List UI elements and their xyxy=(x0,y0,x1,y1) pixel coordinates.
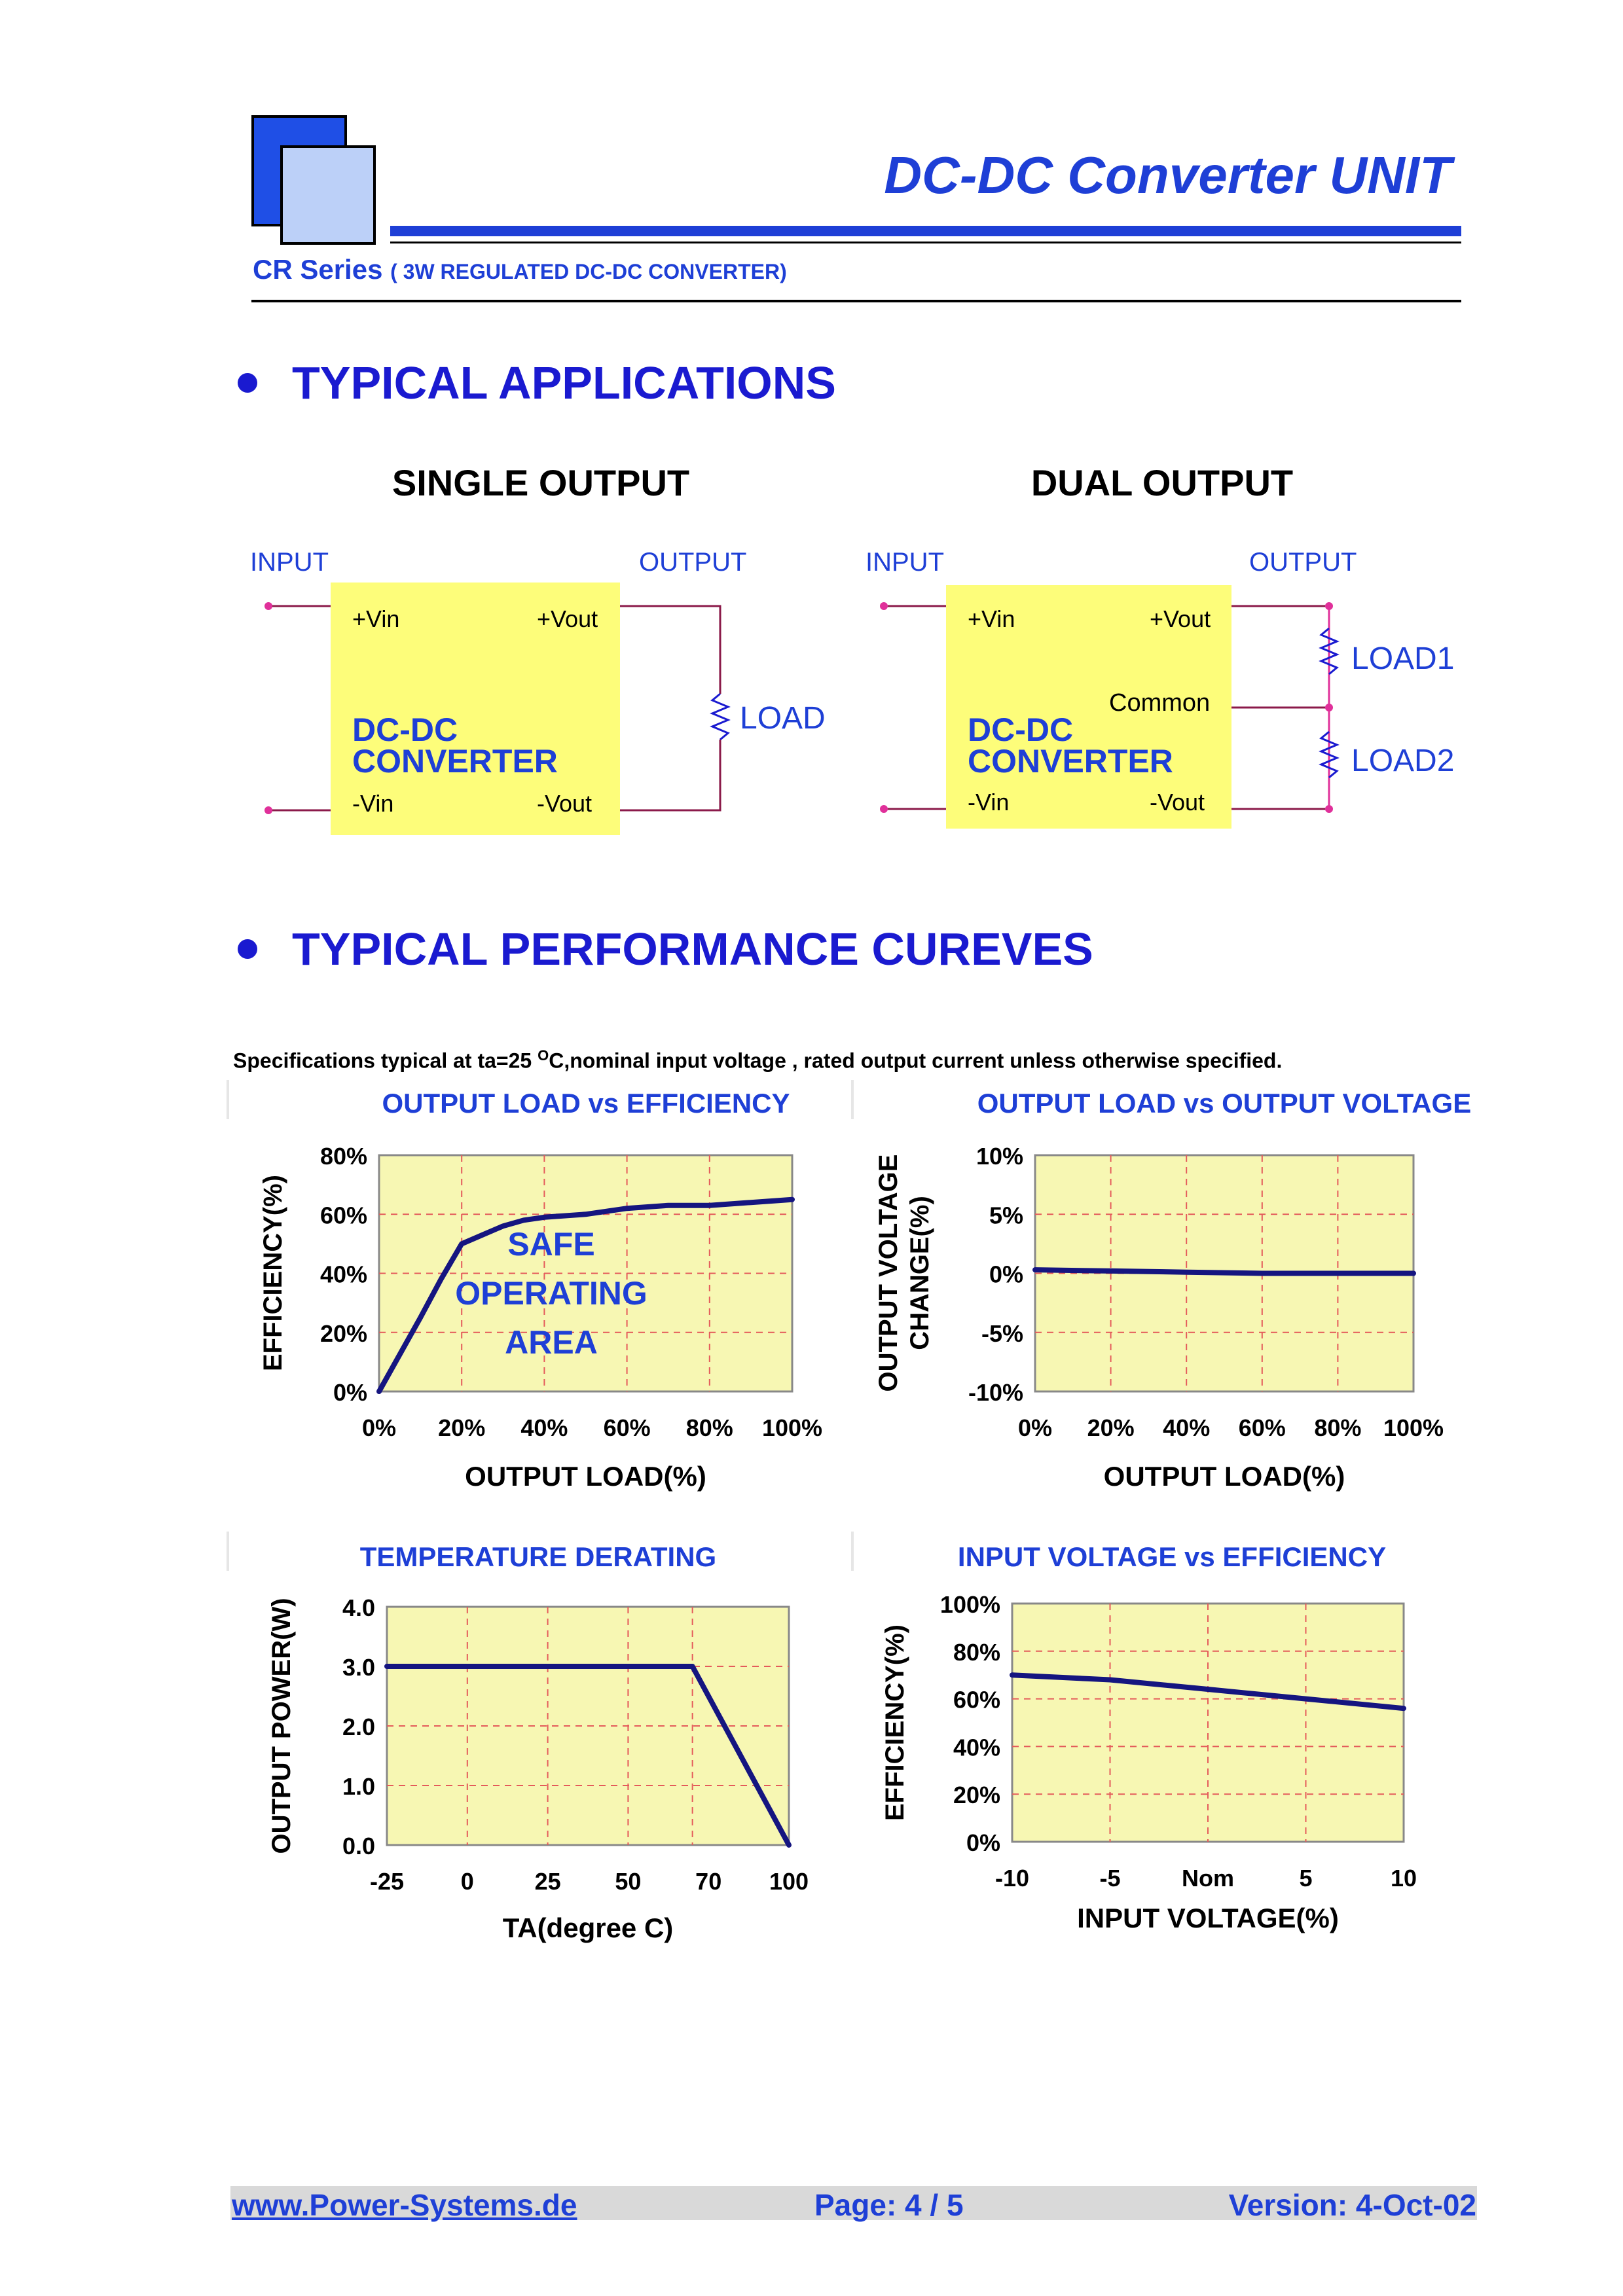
y-tick-label: 100% xyxy=(939,1591,1000,1618)
x-tick-label: 20% xyxy=(438,1414,486,1441)
y-tick-label: 20% xyxy=(319,1319,367,1347)
footer-page-number: Page: 4 / 5 xyxy=(814,2188,964,2222)
spec-degree: O xyxy=(538,1047,549,1064)
x-tick-label: 100 xyxy=(769,1868,809,1895)
dual-vin-neg-label: -Vin xyxy=(968,789,1010,816)
section-heading-performance: TYPICAL PERFORMANCE CUREVES xyxy=(292,924,1093,975)
y-tick-label: 40% xyxy=(319,1261,367,1288)
single-vin-pos-label: +Vin xyxy=(352,605,400,632)
x-tick-label: 40% xyxy=(1163,1414,1211,1441)
dual-converter-label-2: CONVERTER xyxy=(968,743,1173,780)
x-axis-label: INPUT VOLTAGE(%) xyxy=(1077,1903,1339,1933)
dual-output-label: OUTPUT xyxy=(1249,548,1357,577)
x-tick-label: 100% xyxy=(761,1414,823,1441)
chart-annotation: AREA xyxy=(505,1324,598,1361)
y-tick-label: 5% xyxy=(989,1202,1023,1229)
dual-common-label: Common xyxy=(1109,689,1211,717)
x-axis-label: OUTPUT LOAD(%) xyxy=(465,1461,706,1492)
x-tick-label: 0% xyxy=(361,1414,397,1441)
dual-vin-pos-label: +Vin xyxy=(968,605,1015,632)
single-vout-pos-label: +Vout xyxy=(537,605,598,632)
x-tick-label: 10 xyxy=(1390,1865,1417,1892)
chart-title: OUTPUT LOAD vs EFFICIENCY xyxy=(382,1088,790,1119)
y-tick-label: 0% xyxy=(989,1261,1023,1288)
y-tick-label: -5% xyxy=(981,1319,1023,1347)
y-tick-label: 4.0 xyxy=(342,1594,375,1621)
document-title: DC-DC Converter UNIT xyxy=(884,146,1451,204)
chart-annotation: OPERATING xyxy=(455,1275,647,1312)
spec-text-a: Specifications typical at ta=25 xyxy=(233,1049,538,1073)
single-load-label: LOAD xyxy=(740,701,826,736)
y-tick-label: 60% xyxy=(953,1686,1000,1713)
single-converter-label-2: CONVERTER xyxy=(352,743,558,780)
x-axis-label: TA(degree C) xyxy=(502,1912,674,1943)
x-tick-label: 0% xyxy=(1017,1414,1053,1441)
y-tick-label: -10% xyxy=(968,1379,1023,1406)
series-name: CR Series xyxy=(253,254,383,285)
footer-website-link[interactable]: www.Power-Systems.de xyxy=(232,2188,577,2222)
x-tick-label: 60% xyxy=(1238,1414,1286,1441)
series-subtitle: ( 3W REGULATED DC-DC CONVERTER) xyxy=(390,260,787,283)
y-tick-label: 60% xyxy=(319,1202,367,1229)
y-axis-label: OUTPUT POWER(W) xyxy=(267,1598,296,1854)
chart-title: OUTPUT LOAD vs OUTPUT VOLTAGE xyxy=(977,1088,1472,1119)
y-tick-label: 80% xyxy=(953,1638,1000,1666)
y-axis-label: OUTPUT VOLTAGE xyxy=(874,1154,903,1392)
y-tick-label: 0% xyxy=(966,1829,1000,1856)
y-tick-label: 0.0 xyxy=(342,1833,375,1859)
dual-load2-label: LOAD2 xyxy=(1351,744,1455,778)
y-axis-label: EFFICIENCY(%) xyxy=(259,1175,287,1371)
x-axis-label: OUTPUT LOAD(%) xyxy=(1103,1461,1345,1492)
x-tick-label: 80% xyxy=(685,1414,733,1441)
y-tick-label: 10% xyxy=(976,1143,1023,1170)
single-input-label: INPUT xyxy=(250,548,329,577)
single-vout-neg-label: -Vout xyxy=(537,790,593,817)
x-tick-label: -25 xyxy=(369,1868,405,1895)
x-tick-label: 40% xyxy=(520,1414,568,1441)
y-axis-label: EFFICIENCY(%) xyxy=(881,1624,909,1821)
chart-title: TEMPERATURE DERATING xyxy=(359,1541,717,1572)
spec-text-b: C,nominal input voltage , rated output current unless otherwise specified. xyxy=(549,1049,1283,1073)
x-tick-label: 5 xyxy=(1299,1865,1313,1892)
x-tick-label: -10 xyxy=(994,1865,1030,1892)
section-heading-applications: TYPICAL APPLICATIONS xyxy=(292,357,836,408)
dual-vout-pos-label: +Vout xyxy=(1150,605,1211,632)
single-output-label: OUTPUT xyxy=(639,548,747,577)
y-tick-label: 1.0 xyxy=(342,1773,375,1800)
x-tick-label: 100% xyxy=(1383,1414,1444,1441)
x-tick-label: 20% xyxy=(1087,1414,1135,1441)
single-output-title: SINGLE OUTPUT xyxy=(392,462,690,503)
y-tick-label: 0% xyxy=(333,1379,367,1406)
y-tick-label: 80% xyxy=(319,1143,367,1170)
single-converter-label-1: DC-DC xyxy=(352,711,458,748)
x-tick-label: 80% xyxy=(1314,1414,1362,1441)
x-tick-label: 60% xyxy=(603,1414,651,1441)
y-tick-label: 40% xyxy=(953,1734,1000,1761)
x-tick-label: -5 xyxy=(1099,1865,1121,1892)
single-vin-neg-label: -Vin xyxy=(352,790,394,817)
x-tick-label: 50 xyxy=(615,1868,642,1895)
x-tick-label: Nom xyxy=(1182,1865,1234,1892)
y-tick-label: 2.0 xyxy=(342,1713,375,1740)
x-tick-label: 0 xyxy=(460,1868,474,1895)
footer-version: Version: 4-Oct-02 xyxy=(1228,2188,1476,2222)
chart-annotation: SAFE xyxy=(507,1226,595,1263)
dual-output-title: DUAL OUTPUT xyxy=(1030,462,1294,503)
dual-input-label: INPUT xyxy=(866,548,944,577)
dual-load1-label: LOAD1 xyxy=(1351,641,1455,676)
x-tick-label: 25 xyxy=(534,1868,561,1895)
dual-vout-neg-label: -Vout xyxy=(1150,789,1205,816)
x-tick-label: 70 xyxy=(695,1868,722,1895)
y-tick-label: 3.0 xyxy=(342,1654,375,1681)
y-axis-label: CHANGE(%) xyxy=(905,1196,934,1350)
dual-converter-label-1: DC-DC xyxy=(968,711,1074,748)
y-tick-label: 20% xyxy=(953,1782,1000,1809)
chart-title: INPUT VOLTAGE vs EFFICIENCY xyxy=(957,1541,1387,1572)
